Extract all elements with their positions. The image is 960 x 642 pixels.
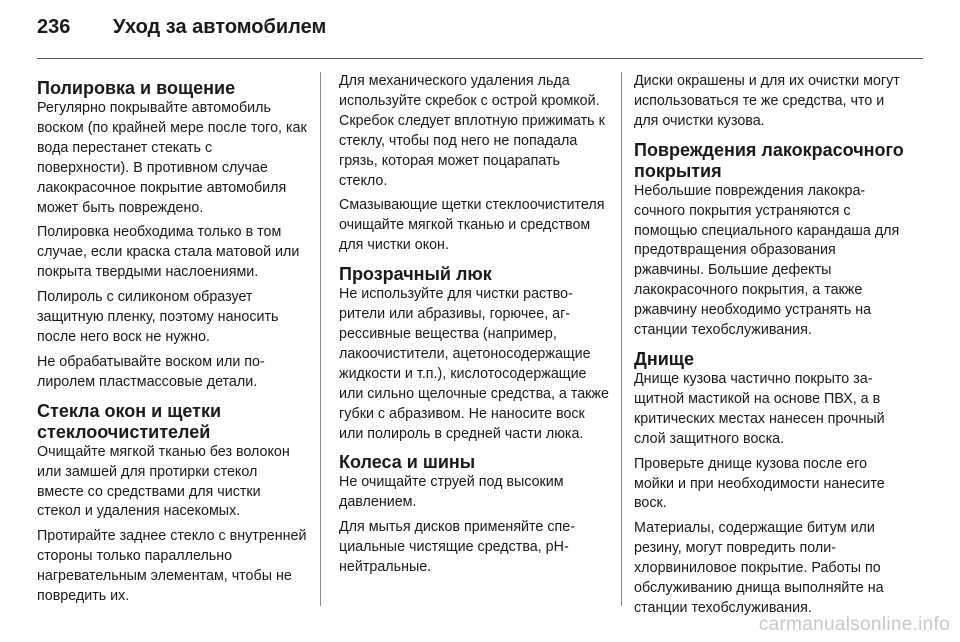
- header-rule: [37, 58, 923, 59]
- paragraph: Небольшие повреждения лакокрасочного покрытия устраняются с помощью специального карандаша для предотвращения образования ржавчины. Большие дефекты лакокрасочного покрытия, а также ржавчину необходимо устранять на станции техобслуживания.: [634, 182, 900, 339]
- paragraph: Материалы, содержащие битум или резину, могут повредить полихлорвиниловое покрытие. Работы по обслуживанию днища выполняйте на станции техобслуживания.: [634, 520, 884, 616]
- paragraph: Проверьте днище кузова после его мойки и при необходимости нанесите воск.: [634, 455, 885, 512]
- paragraph: Очищайте мягкой тканью без волокон или замшей для протирки стекол вместе со средствами для чистки стекол и удаления насекомых.: [37, 443, 290, 520]
- column-divider: [621, 72, 622, 606]
- column-2: [339, 73, 609, 583]
- section-heading: Полировка и вощение: [37, 78, 236, 98]
- paragraph: Полировка необходима только в том случае, если краска стала матовой или покрыта твердыми наслоениями.: [37, 224, 300, 281]
- paragraph: Для мытья дисков применяйте специальные чистящие средства, pH-нейтральные.: [339, 519, 575, 576]
- section-continued: [634, 72, 909, 132]
- paragraph: Протирайте заднее стекло с внутренней стороны только параллельно нагревательным элементам, чтобы не повредить их.: [37, 528, 307, 605]
- column-1: [37, 78, 307, 612]
- paragraph: Смазывающие щетки стеклоочистителя очищайте мягкой тканью и средством для чистки окон.: [339, 197, 605, 254]
- section-heading: Колеса и шины: [339, 452, 476, 473]
- column-3: [634, 73, 909, 624]
- page-title: Уход за автомобилем: [113, 16, 327, 38]
- paragraph: Днище кузова частично покрыто защитной мастикой на основе ПВХ, а в критических местах нанесен прочный слой защитного воска.: [634, 370, 885, 447]
- section-heading: Стекла окон и щетки стеклоочистителей: [37, 400, 222, 442]
- paragraph: Не обрабатывайте воском или полиролем пластмассовые детали.: [37, 353, 265, 390]
- section-continued: [339, 72, 609, 256]
- section-paint-damage: [634, 140, 909, 341]
- section-heading: Повреждения лакокрасочного покрытия: [634, 139, 904, 181]
- section-polishing: [37, 78, 307, 393]
- watermark: carmanualsonline.info: [758, 614, 950, 635]
- section-windows-wipers: [37, 401, 307, 607]
- paragraph: Диски окрашены и для их очистки могут использоваться те же средства, что и для очистки кузова.: [634, 73, 900, 129]
- paragraph: Не очищайте струей под высоким давлением.: [339, 474, 564, 511]
- paragraph: Для механического удаления льда используйте скребок с острой кромкой. Скребок следует вплотную прижимать к стеклу, чтобы под него не попадала грязь, которая может поцарапать стекло.: [339, 73, 605, 189]
- paragraph: Полироль с силиконом образует защитную пленку, поэтому наносить после него воск не нужно.: [37, 289, 279, 345]
- page-number: 236: [37, 16, 71, 38]
- paragraph: Не используйте для чистки растворители или абразивы, горючее, агрессивные вещества (например, лакоочистители, ацетоносодержащие жидкости и т.п.), кислотосодержащие или сильно щелочные средства, а также губки с абразивом. Не наносите воск или полироль в средней части люка.: [339, 286, 609, 442]
- section-wheels-tires: [339, 452, 609, 578]
- section-heading: Днище: [634, 348, 694, 369]
- paragraph: Регулярно покрывайте автомобиль воском (по крайней мере после того, как вода перестанет стекать с поверхности). В противном случае лакокрасочное покрытие автомобиля может быть повреждено.: [37, 100, 307, 216]
- page-header: [37, 16, 326, 50]
- section-underbody: [634, 349, 909, 619]
- column-divider: [320, 72, 321, 606]
- section-sunroof: [339, 264, 609, 444]
- section-heading: Прозрачный люк: [339, 264, 492, 285]
